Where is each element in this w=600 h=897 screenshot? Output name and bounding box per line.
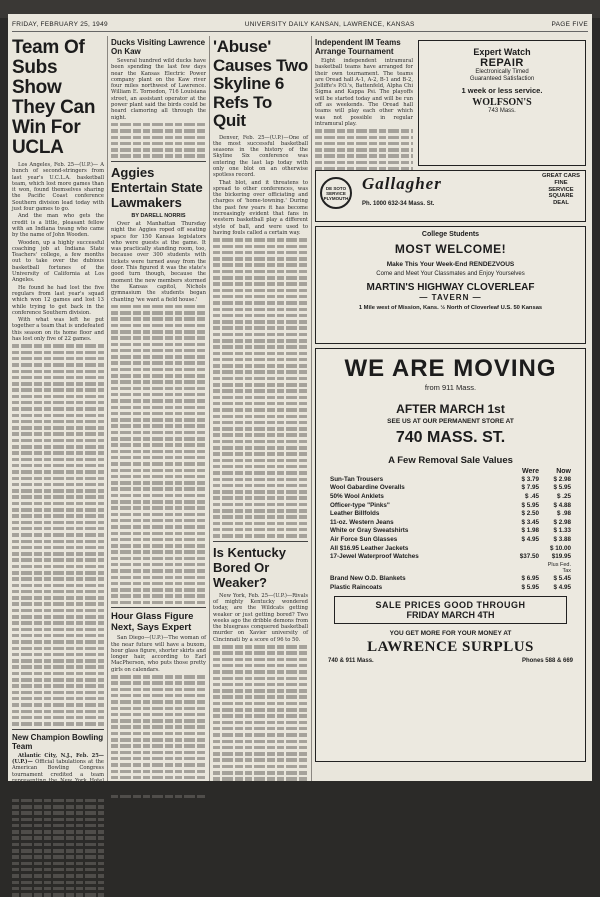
price-item-now: Plus Fed. Tax: [547, 561, 571, 574]
article-bowling-dateline: Atlantic City, N.J., Feb. 25—(U.P.)—: [12, 752, 104, 765]
col-now: Now: [556, 468, 571, 475]
price-item-now: $ 2.98: [553, 475, 571, 483]
masthead-date: FRIDAY, FEBRUARY 25, 1949: [12, 21, 108, 28]
price-item-now: $ 10.00: [549, 544, 571, 552]
scan-border-bottom: [0, 781, 600, 795]
article-intramural-text: Eight independent intramural basketball teams have arranged for their own tournament. The teams are Oread hall A-1, A-2, B-1 and B-2, Jolliffe's P.O.'s, Battenfeld, Alpha Chi Sigma and Kappa Psi. The playoffs will be started today and will be run off as weekends. The Oread hall teams will play each other which was not possible in regular intramural play.: [315, 58, 413, 127]
price-row: [328, 583, 573, 592]
ad-moving-phones: Phones 588 & 669: [521, 657, 573, 664]
divider: [12, 729, 104, 730]
article-skyline-lead: Denver, Feb. 25—(U.P.)—One of the most successful basketball seasons in the history of the Skyline Six conference was entering the last lap today with only one blot on an otherwise spotless record.: [213, 134, 308, 179]
column-1: [12, 36, 104, 781]
price-item-were: $ 3.45: [521, 518, 539, 526]
article-intramural-continued: [315, 129, 413, 170]
price-item-were: [509, 561, 541, 575]
headline-kentucky: Is Kentucky Bored Or Weaker?: [213, 544, 286, 590]
col-were: Were: [522, 468, 539, 475]
article-kentucky-text: New York, Feb. 25—(U.P.)—Rivals of mighty Kentucky wondered today, are the Wildcats getting weaker or just getting bored? Two weeks ago the dribble demons from the bluegrass conquered basketball murder on Xavier university of Cincinnati by a score of 96 to 50.: [213, 592, 308, 643]
price-item-were: $ 5.95: [521, 583, 539, 591]
article-ducks-text: Several hundred wild ducks have been spending the last few days near the Kansas Electric Power company plant on the Kaw river four miles northwest of Lawrence. William E. Tornedon, 716 Louisiana street, an assistant operator at the power plant said the birds could be heard clamoring all through the night.: [111, 58, 206, 121]
headline-ucla: Team Of Subs Show They Can Win For UCLA: [12, 37, 96, 158]
price-item-now: $ 1.33: [553, 527, 571, 535]
ad-moving-new-address: 740 MASS. ST.: [395, 429, 506, 446]
price-item-name: All $16.95 Leather Jackets: [330, 544, 409, 552]
price-item-name: Sun-Tan Trousers: [330, 475, 384, 483]
ad-cloverleaf-tavern: [315, 226, 586, 344]
headline-intramural: Independent IM Teams Arrange Tournament: [315, 38, 401, 56]
ad-tavern-invite: Come and Meet Your Classmates and Enjoy Yourselves: [376, 271, 525, 277]
price-item-now: $ 3.88: [553, 535, 571, 543]
price-row: [328, 518, 573, 527]
sale-notice-line2: FRIDAY MARCH 4TH: [406, 609, 495, 620]
price-row: [328, 561, 573, 575]
article-bowling-text: Official tabulations at the American Bowling Congress tournament credited a team: [12, 758, 104, 778]
article-hourglass-continued: [111, 675, 206, 798]
article-ucla-continued: [12, 344, 104, 725]
ad-moving-sale-title: A Few Removal Sale Values: [388, 455, 513, 466]
price-item-name: Air Force Sun Glasses: [330, 535, 398, 543]
column-3: [213, 36, 308, 781]
price-item-were: $ 6.95: [521, 575, 539, 583]
article-ucla-p2: And the man who gets the credit is a little, pleasant fellow with an Indiana twang who came by the name of John Wooden.: [12, 213, 104, 239]
ad-watch-address: 743 Mass.: [488, 108, 516, 114]
price-item-were: $37.50: [519, 553, 539, 561]
ad-gallagher-slogans: [541, 173, 581, 207]
ad-moving-see-us: SEE US AT OUR PERMANENT STORE AT: [387, 418, 514, 425]
price-item-now: $ 2.98: [553, 518, 571, 526]
price-item-were: [509, 544, 541, 553]
price-table-header: [328, 468, 573, 475]
ad-moving-headline: WE ARE MOVING: [344, 355, 557, 382]
price-item-name: 17-Jewel Waterproof Watches: [330, 553, 419, 561]
divider: [111, 161, 206, 162]
article-skyline-continued: [213, 238, 308, 537]
price-item-name: Plastic Raincoats: [330, 583, 383, 591]
ad-moving-date: AFTER MARCH 1st: [396, 402, 505, 416]
ad-watch-timed: Electronically Timed: [475, 69, 529, 75]
headline-ducks: Ducks Visiting Lawrence On Kaw: [111, 38, 206, 56]
article-ducks-body: [111, 58, 206, 121]
ad-tavern-tavern: — TAVERN —: [419, 293, 482, 302]
ad-moving-store-name: LAWRENCE SURPLUS: [367, 638, 534, 655]
article-skyline-body: [213, 135, 308, 237]
price-item-now: $ 5.95: [553, 484, 571, 492]
price-item-name: 11-oz. Western Jeans: [330, 518, 394, 526]
price-item-name: Officer-type "Pinks": [330, 501, 390, 509]
headline-bowling: New Champion Bowling Team: [12, 732, 104, 751]
masthead-paper: UNIVERSITY DAILY KANSAN, LAWRENCE, KANSAS: [244, 21, 415, 28]
column-rule: [107, 36, 108, 781]
headline-aggies: Aggies Entertain State Lawmakers: [111, 164, 203, 210]
headline-skyline: 'Abuse' Causes Two Skyline 6 Refs To Quit: [213, 37, 308, 130]
article-aggies-text: Over at Manhattan Thursday night the Aggies roped off seating space for 150 Kansas legislators who were guests at the game. It was practically standing room, too, because over 300 students with tickets were turned away from the door. This figured it was the state's good turn though, because the moment the new members stormed the Kansas capitol, Nichols gymnasium the students began chanting 'we want a field house.': [111, 220, 206, 303]
price-item-were: $ 4.95: [521, 535, 539, 543]
price-item-name: [328, 561, 509, 575]
ad-moving-tagline: YOU GET MORE FOR YOUR MONEY AT: [389, 629, 512, 637]
ad-tavern-rendezvous: Make This Your Week-End RENDEZVOUS: [386, 261, 515, 268]
price-row: [328, 484, 573, 493]
price-item-were: $ 3.79: [521, 475, 539, 483]
price-list: [316, 468, 585, 592]
ad-moving-footer: [328, 658, 573, 664]
newspaper-page: [8, 14, 592, 784]
article-ucla-p4: He found he had lost the five regulars from last year's squad which won 12 games and lost 13 while trying to get back in the conference Southern division.: [12, 284, 104, 316]
price-row: [328, 501, 573, 510]
price-item-name: White or Gray Sweatshirts: [330, 527, 409, 535]
article-ucla-p5: With what was left he put together a team that is undefeated this season on its home floor and has lost only five of 22 games.: [12, 317, 104, 343]
divider: [213, 541, 308, 542]
divider: [111, 607, 206, 608]
sale-notice-line1: SALE PRICES GOOD THROUGH: [375, 599, 526, 610]
article-ucla-lead: Los Angeles, Feb. 25—(U.P.)— A bunch of second-stringers from last year's U.C.L.A. basketball team, which lost more games than it won, found themselves sharing the Pacific Coast conference Southern division lead today with just four games to go.: [12, 162, 104, 213]
price-item-name: Brand New O.D. Blankets: [330, 575, 406, 583]
article-ucla-p3: Wooden, up a highly successful coaching job at Indiana State Teachers' college, a few months out to take over the dubious basketball fortunes of the University of California at Los Angeles.: [12, 239, 104, 284]
price-item-name: 50% Wool Anklets: [330, 492, 384, 500]
price-item-now: $ .98: [556, 510, 571, 518]
ad-tavern-welcome: MOST WELCOME!: [394, 242, 507, 256]
ad-gallagher-name: Gallagher: [362, 174, 442, 193]
column-4-article: [315, 36, 413, 176]
ad-watch-store: WOLFSON'S: [472, 97, 532, 108]
price-item-now: $ 4.95: [553, 583, 571, 591]
ad-tavern-name: MARTIN'S HIGHWAY CLOVERLEAF: [366, 282, 535, 293]
price-row: [328, 535, 573, 544]
article-ducks-continued: [111, 123, 206, 158]
article-aggies-continued: [111, 305, 206, 604]
column-2: [111, 36, 206, 781]
article-kentucky-continued: [213, 645, 308, 793]
sale-notice: [334, 596, 567, 624]
price-item-were: $ 5.95: [521, 501, 539, 509]
ad-gallagher-slogan: SQUARE DEAL: [548, 193, 574, 207]
ad-watch-repair: [418, 40, 586, 166]
price-item-were: $ 2.50: [521, 510, 539, 518]
price-item-now: $19.95: [551, 553, 571, 561]
ad-lawrence-surplus: [315, 348, 586, 762]
price-item-were: $ .45: [524, 492, 539, 500]
article-hourglass-text: San Diego—(U.P.)—The woman of the near future will have a buxom, hour glass figure, shorter skirts and longer hair, according to Earl MacPherson, who puts those pretty girls on calendars.: [111, 635, 206, 673]
price-item-name: Wool Gabardine Overalls: [330, 484, 405, 492]
price-row: [328, 509, 573, 518]
ad-watch-title: Expert Watch: [473, 47, 531, 57]
price-item-were: $ 1.98: [521, 527, 539, 535]
article-hourglass-body: [111, 635, 206, 673]
article-aggies-body: [111, 221, 206, 303]
byline: BY DARELL NORRIS: [131, 212, 186, 219]
headline-hourglass: Hour Glass Figure Next, Says Expert: [111, 611, 194, 634]
article-kentucky-body: [213, 593, 308, 643]
price-item-name: Leather Billfolds: [330, 510, 380, 518]
article-bowling-continued: [12, 799, 104, 897]
ad-tavern-directions: 1 Mile west of Mission, Kans. ½ North of Cloverleaf U.S. 50 Kansas: [358, 305, 543, 311]
price-item-were: $ 7.95: [521, 484, 539, 492]
price-table: [328, 468, 573, 592]
ad-tavern-audience: College Students: [421, 231, 480, 238]
ad-moving-from: from 911 Mass.: [424, 383, 477, 392]
price-row: [328, 575, 573, 584]
desoto-plymouth-badge-icon: [320, 177, 352, 209]
price-item-now: $ 5.45: [553, 575, 571, 583]
ad-gallagher-slogan: GREAT CARS: [542, 173, 580, 179]
ad-gallagher-phone: Ph. 1000 632-34 Mass. St.: [362, 201, 435, 207]
article-ucla-body: [12, 162, 104, 342]
column-rule: [311, 36, 312, 781]
ad-gallagher: [315, 170, 586, 222]
price-row: [328, 492, 573, 501]
column-rule: [209, 36, 210, 781]
ad-gallagher-slogan: FINE SERVICE: [548, 179, 574, 193]
ad-watch-guarantee: Guaranteed Satisfaction: [469, 76, 535, 82]
article-skyline-text: That blot, and it threatens to spread to other conferences, was the bickering over officiating and charges of 'home-towning.' During the past few years it has become increasingly evident that fans in western basketball play a different style of ball, and were used to having fouls called a certain way.: [213, 179, 308, 236]
price-row: [328, 544, 573, 553]
ad-moving-addresses: 740 & 911 Mass.: [328, 657, 374, 664]
masthead-page: PAGE FIVE: [551, 21, 588, 28]
price-row: [328, 527, 573, 536]
ad-watch-repair-word: REPAIR: [480, 57, 524, 69]
price-row: [328, 475, 573, 484]
price-row: [328, 552, 573, 561]
price-item-now: $ .25: [556, 492, 571, 500]
ad-gallagher-badge: DE SOTO SERVICE PLYMOUTH: [323, 185, 349, 201]
masthead: [12, 20, 588, 32]
ad-watch-service: 1 week or less service.: [461, 86, 543, 95]
article-intramural-body: [315, 58, 413, 127]
price-item-now: $ 4.88: [553, 501, 571, 509]
